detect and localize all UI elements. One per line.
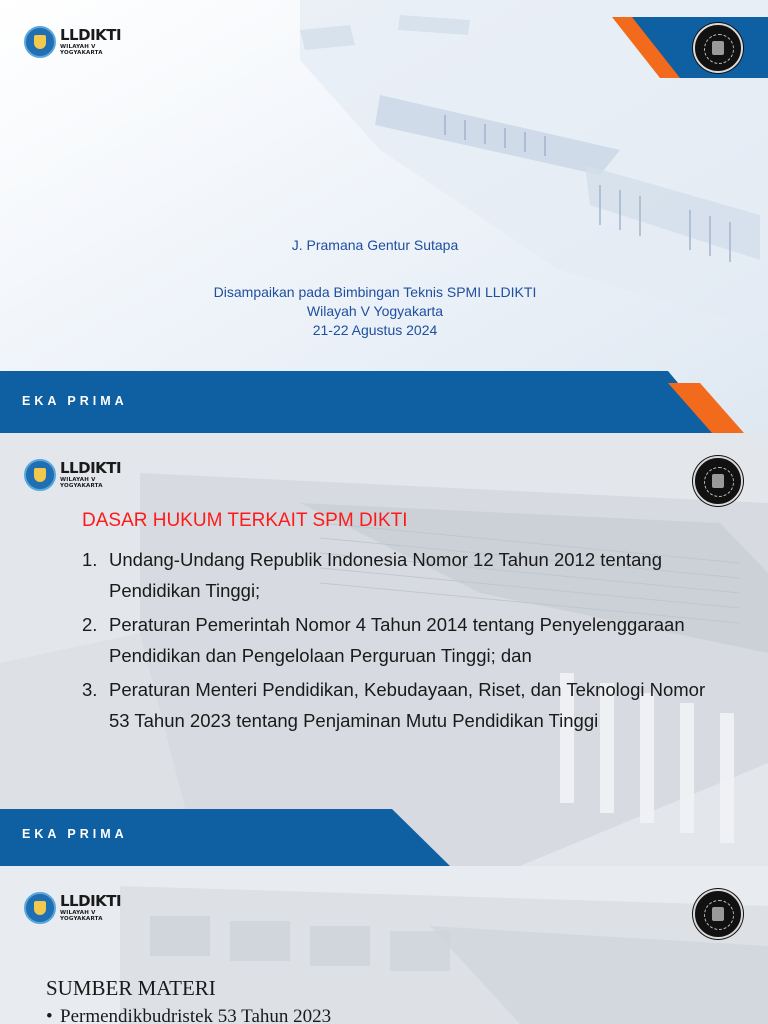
list-item-text: Peraturan Menteri Pendidikan, Kebudayaan, Riset, dan Teknologi Nomor 53 Tahun 2023 tentang Penjaminan Mutu Pendidikan Tinggi xyxy=(109,679,706,731)
list-item xyxy=(82,674,722,736)
list-item-number: 2. xyxy=(82,614,98,635)
event-line: Wilayah V Yogyakarta xyxy=(306,303,444,319)
slide-heading: SUMBER MATERI xyxy=(46,976,216,1000)
list-item xyxy=(82,544,722,606)
lldikti-logo-icon xyxy=(24,26,56,58)
list-item-text: Peraturan Pemerintah Nomor 4 Tahun 2014 tentang Penyelenggaraan Pendidikan dan Pengelolaan Perguruan Tinggi; dan xyxy=(109,614,685,666)
logo-sub-text: WILAYAH V YOGYAKARTA xyxy=(60,44,103,56)
event-line: 21-22 Agustus 2024 xyxy=(312,322,438,338)
logo-main-text: LLDIKTI xyxy=(60,459,122,477)
lldikti-logo xyxy=(24,891,136,925)
presenter-name: J. Pramana Gentur Sutapa xyxy=(291,237,459,253)
list-item xyxy=(82,609,722,671)
lldikti-logo xyxy=(24,458,136,492)
lldikti-logo xyxy=(24,25,136,59)
list-item xyxy=(46,1006,331,1024)
list-item-number: 1. xyxy=(82,549,98,570)
logo-sub-text: WILAYAH V YOGYAKARTA xyxy=(60,477,103,489)
list-item-number: 3. xyxy=(82,679,98,700)
event-info xyxy=(0,283,750,340)
logo-main-text: LLDIKTI xyxy=(60,892,122,910)
legal-basis-list xyxy=(82,544,722,739)
event-line: Disampaikan pada Bimbingan Teknis SPMI LLDIKTI xyxy=(213,284,537,300)
list-item-text: Permendikbudristek 53 Tahun 2023 xyxy=(60,1006,332,1024)
seal-icon xyxy=(693,23,743,73)
slide-title xyxy=(0,0,768,433)
list-item-text: Undang-Undang Republik Indonesia Nomor 12 Tahun 2012 tentang Pendidikan Tinggi; xyxy=(109,549,663,601)
seal-icon xyxy=(693,456,743,506)
lldikti-logo-icon xyxy=(24,892,56,924)
slide-heading: DASAR HUKUM TERKAIT SPM DIKTI xyxy=(82,510,408,531)
logo-main-text: LLDIKTI xyxy=(60,26,122,44)
campus-building-photo xyxy=(0,0,768,433)
bullet-icon: • xyxy=(46,1006,53,1024)
lldikti-logo-icon xyxy=(24,459,56,491)
footer-band-label: EKA PRIMA xyxy=(22,827,128,841)
logo-sub-text: WILAYAH V YOGYAKARTA xyxy=(60,910,103,922)
footer-band-label: EKA PRIMA xyxy=(22,394,128,408)
seal-icon xyxy=(693,889,743,939)
